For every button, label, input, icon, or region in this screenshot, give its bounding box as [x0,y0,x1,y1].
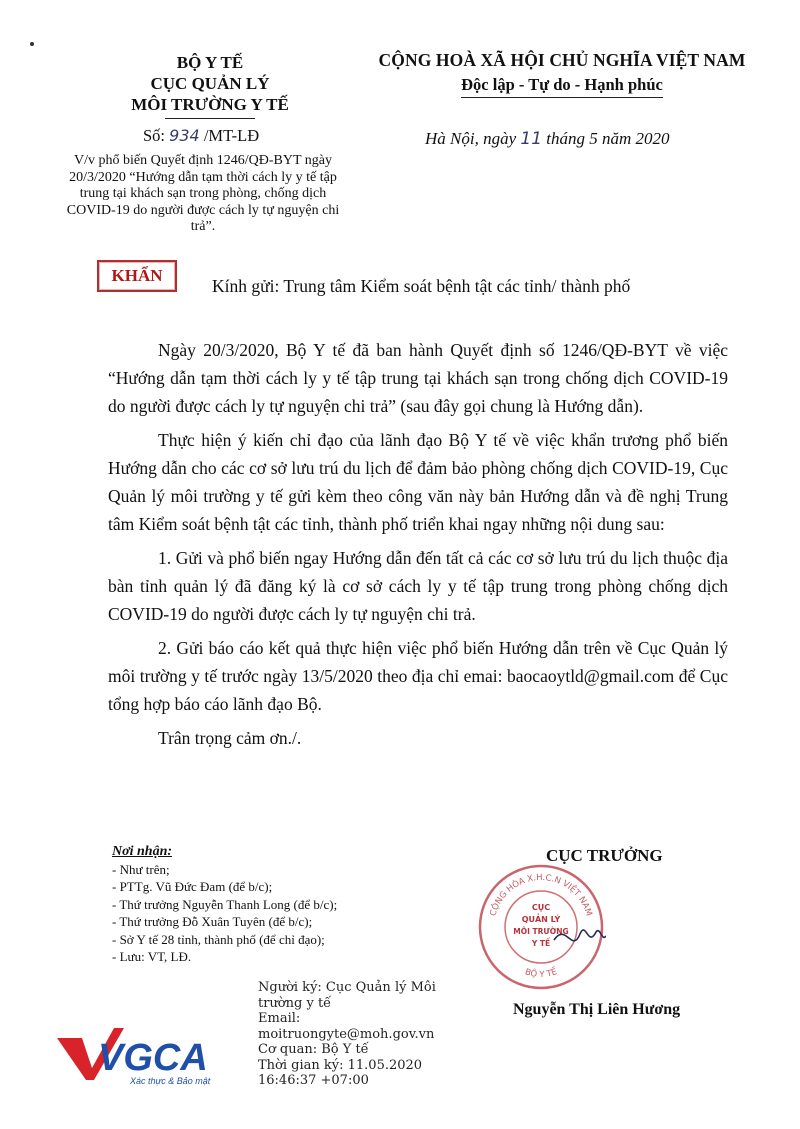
body-paragraph-1: Ngày 20/3/2020, Bộ Y tế đã ban hành Quyết định số 1246/QĐ-BYT về việc “Hướng dẫn tạm thời cách ly y tế tập trung tại khách sạn trong chống dịch COVID-19 do người được cách ly tự nguyện chi trả” (sau đây gọi chung là Hướng dẫn). [108,340,728,416]
seal-top-text: CỘNG HÒA X.H.C.N VIỆT NAM [488,872,594,918]
esign-email-label: Email: [258,1011,301,1026]
header-divider [165,118,255,119]
document-number [143,126,259,146]
seal-center-1: CỤC [531,903,551,912]
recipient-item: - Thứ trưởng Nguyễn Thanh Long (để b/c); [112,896,338,912]
esign-time: 16:46:37 +07:00 [258,1073,369,1088]
recipient-item: - Thứ trưởng Đỗ Xuân Tuyên (để b/c); [112,914,313,929]
svg-text:BỘ Y TẾ [524,965,559,980]
date-prefix: Hà Nội, ngày [425,129,517,148]
body-paragraph-2: Thực hiện ý kiến chỉ đạo của lãnh đạo Bộ Y tế về việc khẩn trương phổ biến Hướng dẫn cho các cơ sở lưu trú du lịch để đảm bảo phòng chống dịch COVID-19, Cục Quản lý môi trường y tế gửi kèm theo công văn này bản Hướng dẫn và đề nghị Trung tâm Kiểm soát bệnh tật các tỉnh, thành phố triển khai ngay những nội dung sau: [108,430,728,534]
department-line-1: CỤC QUẢN LÝ [150,74,270,93]
e-signature-info [258,980,458,1089]
document-subject: V/v phổ biến Quyết định 1246/QĐ-BYT ngày 20/3/2020 “Hướng dẫn tạm thời cách ly y tế tập trung tại khách sạn trong phòng, chống dịch COVID-19 do người được cách ly tự nguyện chi trả”. [66,153,340,234]
doc-no-handwritten: 934 [169,126,200,145]
recipient-item: - Lưu: VT, LĐ. [112,949,192,964]
recipient-item: - Sở Y tế 28 tỉnh, thành phố (để chỉ đạo); [112,931,325,947]
signer-title: CỤC TRƯỞNG [546,846,663,865]
doc-no-prefix: Số: [143,126,166,145]
document-date [425,129,670,149]
seal-center-3: MÔI TRƯỜNG [513,927,569,936]
issuer-block [95,52,325,119]
esign-email: moitruongyte@moh.gov.vn [258,1026,435,1042]
body-paragraph-3: 1. Gửi và phổ biến ngay Hướng dẫn đến tất cả các cơ sở lưu trú du lịch thuộc địa bàn tỉnh quản lý đã đăng ký là cơ sở cách ly y tế tập trung trong phòng chống dịch COVID-19 do người được cách ly tự nguyện chi trả. [108,548,728,624]
ministry-name: BỘ Y TẾ [176,53,244,72]
recipient-line: Kính gửi: Trung tâm Kiểm soát bệnh tật các tỉnh/ thành phố [212,276,631,296]
official-seal [476,862,606,992]
recipients-title: Nơi nhận: [112,844,173,859]
esign-signer: Người ký: Cục Quản lý Môi trường y tế [258,980,436,1011]
vgca-logo [52,1020,252,1090]
urgent-stamp: KHẨN [97,260,177,292]
seal-bottom-text: BỘ Y TẾ [523,967,559,981]
seal-center-4: Y TẾ [531,939,551,948]
national-header [352,50,772,98]
esign-time-label: Thời gian ký: 11.05.2020 [258,1057,423,1073]
national-motto: Độc lập - Tự do - Hạnh phúc [461,75,663,98]
seal-center-2: QUẢN LÝ [521,915,561,924]
signer-name: Nguyễn Thị Liên Hương [513,1001,681,1018]
scan-speck [30,42,34,46]
logo-tagline: Xác thực & Bảo mật [130,1076,211,1086]
doc-no-suffix: /MT-LĐ [203,126,260,145]
date-suffix: tháng 5 năm 2020 [546,129,670,148]
logo-text: VGCA [98,1037,208,1079]
body-paragraph-4: 2. Gửi báo cáo kết quả thực hiện việc phổ biến Hướng dẫn trên về Cục Quản lý môi trường y tế trước ngày 13/5/2020 theo địa chỉ emai: baocaoytld@gmail.com để Cục tổng hợp báo cáo lãnh đạo Bộ. [108,638,728,714]
recipients-list [112,843,337,966]
recipient-item: - PTTg. Vũ Đức Đam (để b/c); [112,879,273,894]
recipient-item: - Như trên; [112,861,170,877]
nation-name: CỘNG HOÀ XÃ HỘI CHỦ NGHĨA VIỆT NAM [378,50,746,70]
date-day-handwritten: 11 [520,129,543,149]
document-body [108,336,728,758]
body-paragraph-5: Trân trọng cảm ơn./. [158,728,302,748]
esign-org: Cơ quan: Bộ Y tế [258,1042,369,1057]
department-line-2: MÔI TRƯỜNG Y TẾ [131,95,289,114]
